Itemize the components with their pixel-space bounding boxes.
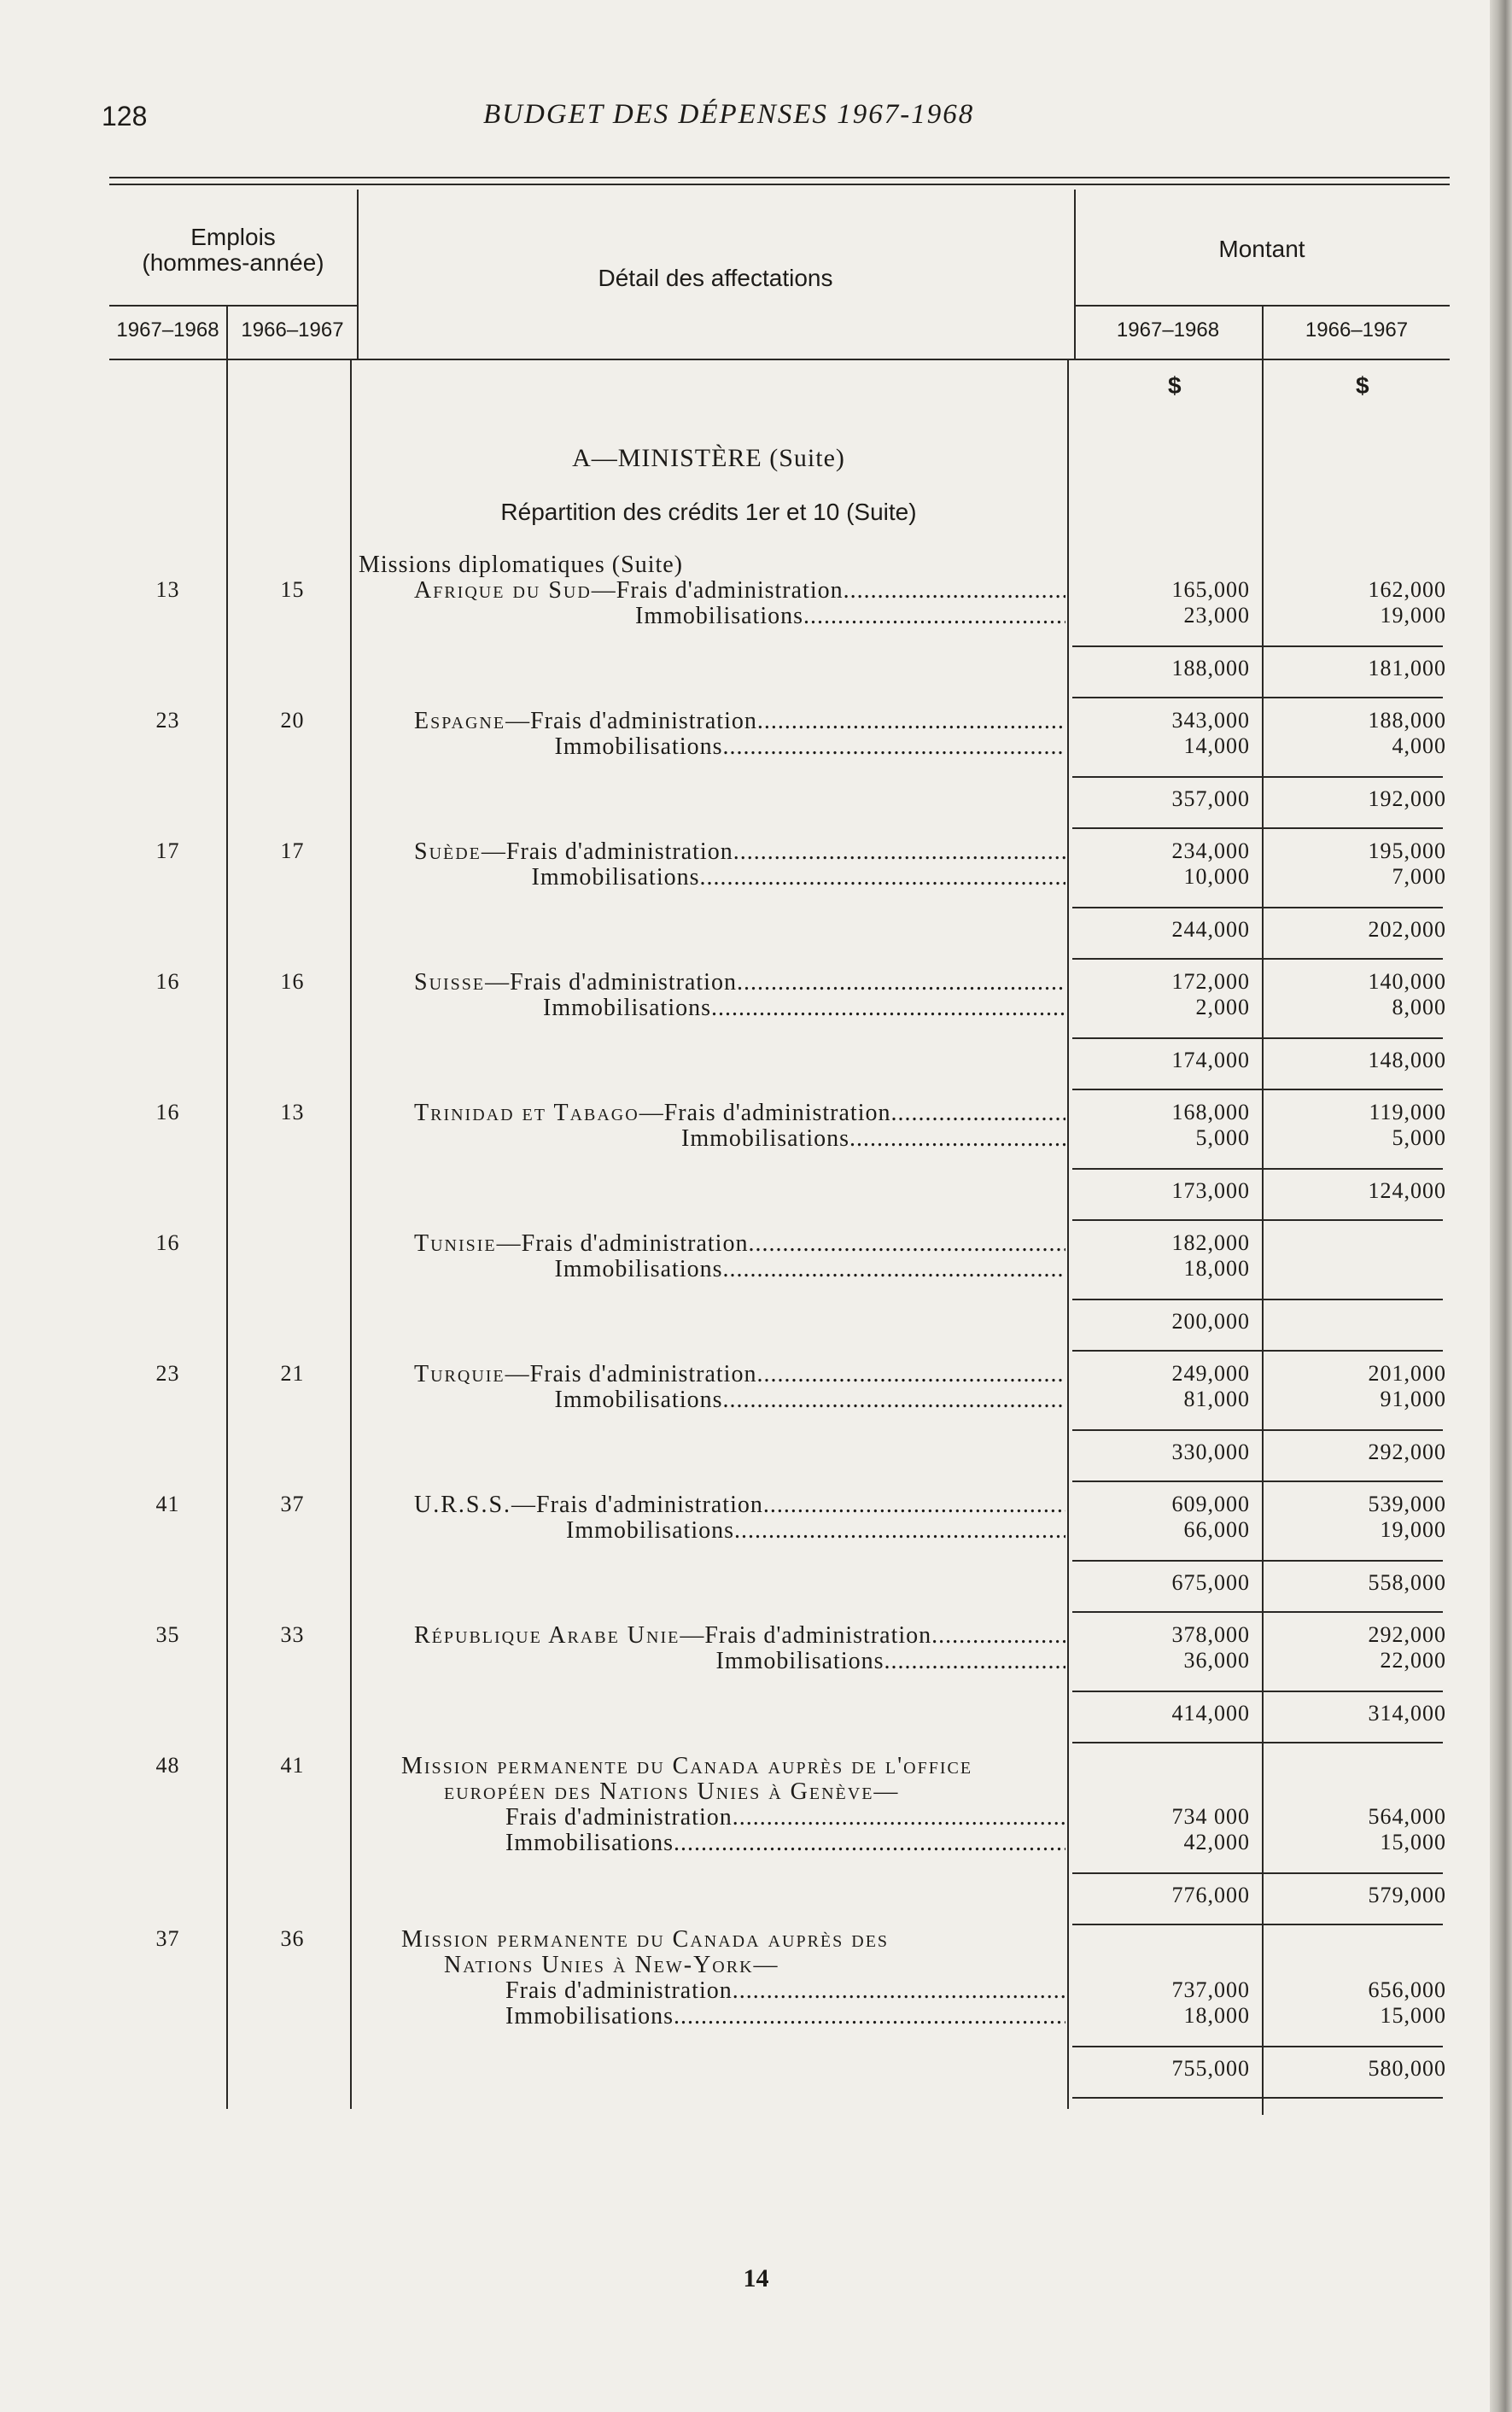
- mission-name: Afrique du Sud: [414, 577, 592, 604]
- immo-1966-value: 91,000: [1380, 1387, 1446, 1411]
- immo-text: Immobilisations: [681, 1125, 849, 1152]
- admin-label: [505, 1977, 1065, 2005]
- emplois-1966: 13: [280, 1100, 305, 1124]
- dot-leader: [733, 1977, 1065, 2004]
- total-rule: [1072, 1924, 1443, 1925]
- admin-1967-value: 182,000: [1171, 1230, 1250, 1255]
- mission-name: République Arabe Unie: [414, 1622, 680, 1649]
- mission-name: Suisse: [414, 969, 486, 996]
- emplois-1966: 36: [280, 1926, 305, 1951]
- admin-label: [505, 1804, 1065, 1831]
- admin-text: —Frais d'administration: [496, 1230, 749, 1257]
- emplois-1966: 17: [280, 838, 305, 863]
- immo-1967-value: 66,000: [1183, 1517, 1250, 1542]
- admin-text: —Frais d'administration: [505, 1361, 757, 1387]
- admin-text: Frais d'administration: [505, 1804, 733, 1831]
- emplois-divider-rule: [226, 305, 228, 2109]
- detail-header: Détail des affectations: [598, 265, 833, 291]
- dot-leader: [711, 995, 1065, 1021]
- immo-text: Immobilisations: [543, 995, 711, 1021]
- hommes-annee-header: (hommes-année): [142, 249, 324, 276]
- mission-name: Tunisie: [414, 1230, 497, 1257]
- dot-leader: [748, 1230, 1065, 1257]
- subtotal-rule: [1072, 645, 1443, 647]
- admin-1967-value: 165,000: [1171, 577, 1250, 602]
- header-bottom-rule: [109, 359, 1450, 360]
- mission-admin-line: [414, 577, 1065, 604]
- mission-admin-line: [414, 1492, 1065, 1519]
- total-1967-value: 675,000: [1171, 1570, 1250, 1595]
- dot-leader: [733, 838, 1065, 865]
- currency-symbol-1967: $: [1168, 372, 1182, 399]
- total-1966-value: 124,000: [1368, 1178, 1446, 1203]
- total-1967-value: 776,000: [1171, 1883, 1250, 1907]
- total-1966-value: 192,000: [1368, 786, 1446, 811]
- emplois-1967: 48: [155, 1753, 180, 1778]
- admin-1967-value: 609,000: [1171, 1492, 1250, 1516]
- running-title: BUDGET DES DÉPENSES 1967-1968: [483, 99, 975, 130]
- immo-label: [681, 1125, 1065, 1153]
- total-rule: [1072, 1219, 1443, 1221]
- immo-1966-value: 22,000: [1380, 1648, 1446, 1673]
- year-header-emplois-1967: 1967–1968: [116, 318, 219, 342]
- page-number: 128: [102, 101, 148, 131]
- dot-leader: [757, 708, 1065, 734]
- dot-leader: [945, 1622, 1065, 1649]
- admin-1966-value: 564,000: [1368, 1804, 1446, 1829]
- immo-text: Immobilisations: [566, 1517, 734, 1544]
- total-1966-value: 558,000: [1368, 1570, 1446, 1595]
- total-rule: [1072, 697, 1443, 698]
- mission-name: Trinidad et Tabago: [414, 1100, 639, 1126]
- total-rule: [1072, 1089, 1443, 1090]
- admin-1967-value: 249,000: [1171, 1361, 1250, 1386]
- immo-1966-value: 5,000: [1392, 1125, 1446, 1150]
- total-1966-value: 580,000: [1368, 2056, 1446, 2081]
- section-title: A—MINISTÈRE (Suite): [572, 444, 845, 472]
- total-1966-value: 292,000: [1368, 1440, 1446, 1464]
- emplois-1966: 21: [280, 1361, 305, 1386]
- emplois-1966: 16: [280, 969, 305, 994]
- group-heading: Missions diplomatiques (Suite): [359, 552, 683, 578]
- immo-1967-value: 18,000: [1183, 2003, 1250, 2028]
- admin-text: Frais d'administration: [505, 1977, 733, 2004]
- immo-label: [716, 1648, 1066, 1675]
- mission-name: U.R.S.S.: [414, 1492, 512, 1518]
- total-rule: [1072, 1480, 1443, 1482]
- mission-admin-line: [414, 838, 1065, 866]
- admin-1967-value: 737,000: [1171, 1977, 1250, 2002]
- emplois-1967: 35: [155, 1622, 180, 1647]
- subtotal-rule: [1072, 1429, 1443, 1431]
- sheet-number: 14: [743, 2264, 769, 2292]
- dot-leader: [723, 733, 1066, 760]
- immo-label: [566, 1517, 1065, 1545]
- total-1967-value: 173,000: [1171, 1178, 1250, 1203]
- dot-leader: [763, 1492, 1065, 1518]
- mission-name: Suède: [414, 838, 482, 865]
- year-header-montant-1967: 1967–1968: [1116, 318, 1220, 342]
- mission-name-line1: Mission permanente du Canada auprès de l'office: [401, 1753, 973, 1779]
- detail-left-rule: [350, 359, 352, 2109]
- subtotal-rule: [1072, 776, 1443, 778]
- mission-admin-line: [414, 1100, 1065, 1127]
- immo-1967-value: 10,000: [1183, 864, 1250, 889]
- subtotal-rule: [1072, 1037, 1443, 1039]
- currency-symbol-1966: $: [1356, 372, 1369, 399]
- mission-admin-line: [414, 1361, 1065, 1388]
- admin-1966-value: 119,000: [1369, 1100, 1446, 1124]
- dot-leader: [674, 2003, 1065, 2029]
- total-rule: [1072, 1742, 1443, 1743]
- admin-text: —Frais d'administration: [511, 1492, 763, 1518]
- emplois-1967: 23: [155, 708, 180, 733]
- immo-text: Immobilisations: [715, 1648, 884, 1674]
- total-1967-value: 357,000: [1171, 786, 1250, 811]
- total-1966-value: 148,000: [1368, 1048, 1446, 1072]
- immo-1967-value: 36,000: [1183, 1648, 1250, 1673]
- total-1967-value: 330,000: [1171, 1440, 1250, 1464]
- mission-admin-line: [414, 969, 1065, 996]
- admin-1967-value: 172,000: [1171, 969, 1250, 994]
- mission-name-line2: européen des Nations Unies à Genève—: [444, 1778, 900, 1805]
- immo-text: Immobilisations: [505, 2003, 674, 2029]
- immo-label: [555, 1256, 1066, 1283]
- admin-1966-value: 292,000: [1368, 1622, 1446, 1647]
- dot-leader: [844, 577, 1065, 604]
- emplois-1967: 16: [155, 1100, 180, 1124]
- total-1967-value: 244,000: [1171, 917, 1250, 942]
- emplois-header: Emplois: [190, 224, 276, 250]
- emplois-1967: 37: [155, 1926, 180, 1951]
- admin-1966-value: 656,000: [1368, 1977, 1446, 2002]
- admin-1967-value: 343,000: [1171, 708, 1250, 733]
- total-1967-value: 414,000: [1171, 1701, 1250, 1726]
- emplois-1966: 15: [280, 577, 305, 602]
- admin-1966-value: 195,000: [1368, 838, 1446, 863]
- montant-header: Montant: [1218, 236, 1305, 262]
- immo-1966-value: 15,000: [1380, 1830, 1446, 1854]
- dot-leader: [674, 1830, 1065, 1856]
- admin-text: —Frais d'administration: [591, 577, 844, 604]
- dot-leader: [700, 864, 1066, 891]
- mission-admin-line: [414, 1622, 1065, 1650]
- immo-text: Immobilisations: [531, 864, 700, 891]
- subtotal-rule: [1072, 1168, 1443, 1170]
- immo-1966-value: 8,000: [1392, 995, 1446, 1019]
- immo-1966-value: 19,000: [1380, 603, 1446, 628]
- subtotal-rule: [1072, 1560, 1443, 1562]
- immo-1966-value: 19,000: [1380, 1517, 1446, 1542]
- total-1966-value: 579,000: [1368, 1883, 1446, 1907]
- total-1966-value: 202,000: [1368, 917, 1446, 942]
- admin-1967-value: 234,000: [1171, 838, 1250, 863]
- dot-leader: [737, 969, 1065, 996]
- emplois-1966: 33: [280, 1622, 305, 1647]
- immo-label: [532, 864, 1066, 891]
- emplois-1966: 41: [280, 1753, 305, 1778]
- emplois-1967: 41: [155, 1492, 180, 1516]
- total-1967-value: 174,000: [1171, 1048, 1250, 1072]
- subtotal-rule: [1072, 907, 1443, 908]
- total-1967-value: 755,000: [1171, 2056, 1250, 2081]
- emplois-1966: 37: [280, 1492, 305, 1516]
- total-1967-value: 200,000: [1171, 1309, 1250, 1334]
- dot-leader: [733, 1804, 1065, 1831]
- immo-1966-value: 7,000: [1392, 864, 1446, 889]
- subtotal-rule: [1072, 2046, 1443, 2047]
- immo-text: Immobilisations: [505, 1830, 674, 1856]
- immo-1967-value: 42,000: [1183, 1830, 1250, 1854]
- admin-text: —Frais d'administration: [505, 708, 757, 734]
- total-rule: [1072, 958, 1443, 960]
- admin-1966-value: 162,000: [1368, 577, 1446, 602]
- immo-label: [555, 1387, 1066, 1414]
- admin-1967-value: 734 000: [1171, 1804, 1250, 1829]
- immo-1966-value: 15,000: [1380, 2003, 1446, 2028]
- total-rule: [1072, 2097, 1443, 2099]
- dot-leader: [890, 1100, 1065, 1126]
- dot-leader: [803, 603, 1065, 629]
- immo-text: Immobilisations: [554, 1256, 723, 1282]
- total-1967-value: 188,000: [1171, 656, 1250, 680]
- immo-text: Immobilisations: [635, 603, 803, 629]
- year-header-emplois-1966: 1966–1967: [241, 318, 344, 342]
- emplois-1967: 17: [155, 838, 180, 863]
- dot-leader: [734, 1517, 1065, 1544]
- page-edge: [1490, 0, 1512, 2412]
- top-rule-double: [109, 184, 1450, 185]
- admin-1966-value: 201,000: [1368, 1361, 1446, 1386]
- year-header-montant-1966: 1966–1967: [1305, 318, 1409, 342]
- immo-1967-value: 23,000: [1183, 603, 1250, 628]
- emplois-1966: 20: [280, 708, 305, 733]
- mission-name: Turquie: [414, 1361, 505, 1387]
- admin-1966-value: 188,000: [1368, 708, 1446, 733]
- immo-text: Immobilisations: [554, 1387, 723, 1413]
- top-rule: [109, 177, 1450, 178]
- immo-1967-value: 81,000: [1183, 1387, 1250, 1411]
- dot-leader: [723, 1387, 1066, 1413]
- emplois-header-rule: [109, 305, 357, 307]
- montant-left-rule: [1067, 359, 1069, 2109]
- immo-1967-value: 2,000: [1195, 995, 1250, 1019]
- immo-1966-value: 4,000: [1392, 733, 1446, 758]
- admin-1967-value: 168,000: [1171, 1100, 1250, 1124]
- total-rule: [1072, 827, 1443, 829]
- immo-label: [505, 2003, 1065, 2030]
- dot-leader: [756, 1361, 1065, 1387]
- admin-text: —Frais d'administration..: [680, 1622, 946, 1649]
- admin-1966-value: 140,000: [1368, 969, 1446, 994]
- total-1966-value: 181,000: [1368, 656, 1446, 680]
- subtotal-rule: [1072, 1691, 1443, 1692]
- immo-1967-value: 5,000: [1195, 1125, 1250, 1150]
- immo-1967-value: 14,000: [1183, 733, 1250, 758]
- total-rule: [1072, 1350, 1443, 1352]
- emplois-1967: 16: [155, 1230, 180, 1255]
- section-subtitle: Répartition des crédits 1er et 10 (Suite): [500, 499, 917, 525]
- total-rule: [1072, 1611, 1443, 1613]
- admin-1966-value: 539,000: [1368, 1492, 1446, 1516]
- immo-label: [543, 995, 1065, 1022]
- admin-text: —Frais d'administration: [485, 969, 737, 996]
- immo-label: [505, 1830, 1065, 1857]
- emplois-1967: 16: [155, 969, 180, 994]
- mission-admin-line: [414, 1230, 1065, 1258]
- mission-name-line2: Nations Unies à New-York—: [444, 1952, 779, 1978]
- immo-label: [635, 603, 1065, 630]
- immo-1967-value: 18,000: [1183, 1256, 1250, 1281]
- dot-leader: [884, 1648, 1066, 1674]
- subtotal-rule: [1072, 1872, 1443, 1874]
- subtotal-rule: [1072, 1299, 1443, 1300]
- admin-1967-value: 378,000: [1171, 1622, 1250, 1647]
- mission-name: Espagne: [414, 708, 506, 734]
- emplois-1967: 23: [155, 1361, 180, 1386]
- immo-text: Immobilisations: [554, 733, 723, 760]
- admin-text: —Frais d'administration: [639, 1100, 891, 1126]
- admin-text: —Frais d'administration: [481, 838, 733, 865]
- dot-leader: [723, 1256, 1066, 1282]
- dot-leader: [849, 1125, 1065, 1152]
- mission-name-line1: Mission permanente du Canada auprès des: [401, 1926, 890, 1953]
- immo-label: [555, 733, 1066, 761]
- mission-admin-line: [414, 708, 1065, 735]
- emplois-1967: 13: [155, 577, 180, 602]
- total-1966-value: 314,000: [1368, 1701, 1446, 1726]
